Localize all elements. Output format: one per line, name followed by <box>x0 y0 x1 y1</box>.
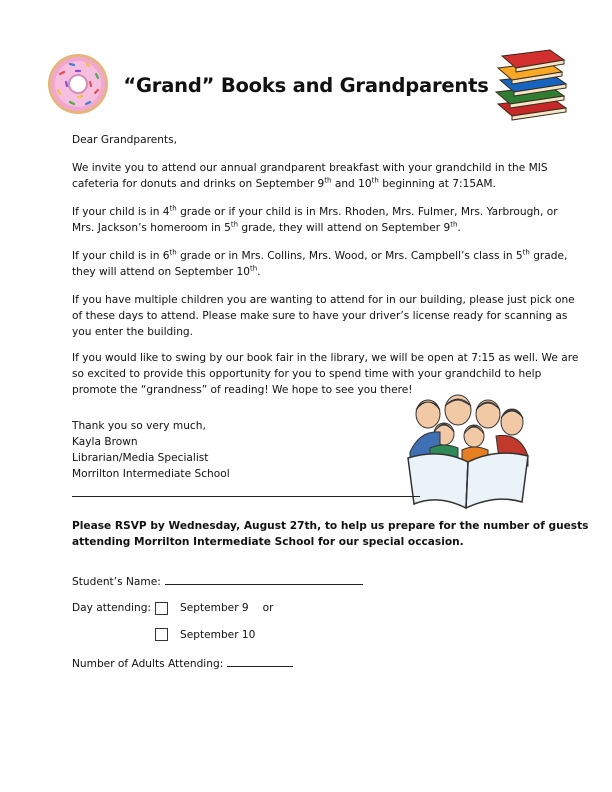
paragraph-multiple-children <box>72 292 575 340</box>
student-name-field[interactable] <box>165 572 363 585</box>
september-9-checkbox[interactable] <box>155 602 168 615</box>
paragraph-line: so excited to provide this opportunity for you to spend time with your grandchild to help <box>72 368 542 380</box>
paragraph-line: If your child is in 6th grade or in Mrs. Collins, Mrs. Wood, or Mrs. Campbell’s class in 5th grade, <box>72 248 568 262</box>
day-attending-row <box>72 600 151 616</box>
student-name-label: Student’s Name: <box>72 576 161 588</box>
salutation: Dear Grandparents, <box>72 134 177 146</box>
page-title: “Grand” Books and Grandparents <box>123 74 489 97</box>
signer-role: Librarian/Media Specialist <box>72 452 209 464</box>
paragraph-line: If your child is in 4th grade or if your child is in Mrs. Rhoden, Mrs. Fulmer, Mrs. Yarbrough, or <box>72 204 558 218</box>
divider-line <box>72 496 420 497</box>
paragraph-line: cafeteria for donuts and drinks on September 9th and 10th beginning at 7:15AM. <box>72 176 496 190</box>
paragraph-line: they will attend on September 10th. <box>72 264 261 278</box>
signer-name: Kayla Brown <box>72 436 138 448</box>
paragraph-invitation <box>72 160 550 192</box>
rsvp-notice <box>72 518 589 550</box>
paragraph-grade-6 <box>72 248 568 280</box>
adults-attending-row <box>72 654 293 672</box>
paragraph-book-fair <box>72 350 579 398</box>
paragraph-line: We invite you to attend our annual grandparent breakfast with your grandchild in the MIS <box>72 162 548 174</box>
paragraph-grade-4-5 <box>72 204 558 236</box>
books-icon <box>492 46 572 122</box>
student-name-row <box>72 572 363 590</box>
paragraph-line: promote the “grandness” of reading! We hope to see you there! <box>72 384 413 396</box>
september-10-checkbox[interactable] <box>155 628 168 641</box>
rsvp-line: Please RSVP by Wednesday, August 27th, to help us prepare for the number of guests <box>72 520 589 532</box>
family-reading-illustration <box>400 392 536 510</box>
paragraph-line: If you have multiple children you are wanting to attend for in our building, please just pick one <box>72 294 575 306</box>
rsvp-line: attending Morrilton Intermediate School for our special occasion. <box>72 536 464 548</box>
signer-school: Morrilton Intermediate School <box>72 468 230 480</box>
paragraph-line: If you would like to swing by our book fair in the library, we will be open at 7:15 as well. We are <box>72 352 579 364</box>
september-10-option <box>180 627 255 643</box>
september-9-label: September 9 <box>180 602 249 614</box>
adults-attending-label: Number of Adults Attending: <box>72 658 224 670</box>
adults-attending-field[interactable] <box>227 654 293 667</box>
donut-icon <box>46 52 110 116</box>
september-9-option <box>180 600 274 616</box>
day-attending-label: Day attending: <box>72 602 151 614</box>
paragraph-line: you enter the building. <box>72 326 194 338</box>
paragraph-line: Mrs. Jackson’s homeroom in 5th grade, they will attend on September 9th. <box>72 220 461 234</box>
or-text: or <box>262 602 274 614</box>
closing-thanks: Thank you so very much, <box>72 420 206 432</box>
september-10-label: September 10 <box>180 629 256 641</box>
paragraph-line: of these days to attend. Please make sure to have your driver’s license ready for scanning as <box>72 310 568 322</box>
